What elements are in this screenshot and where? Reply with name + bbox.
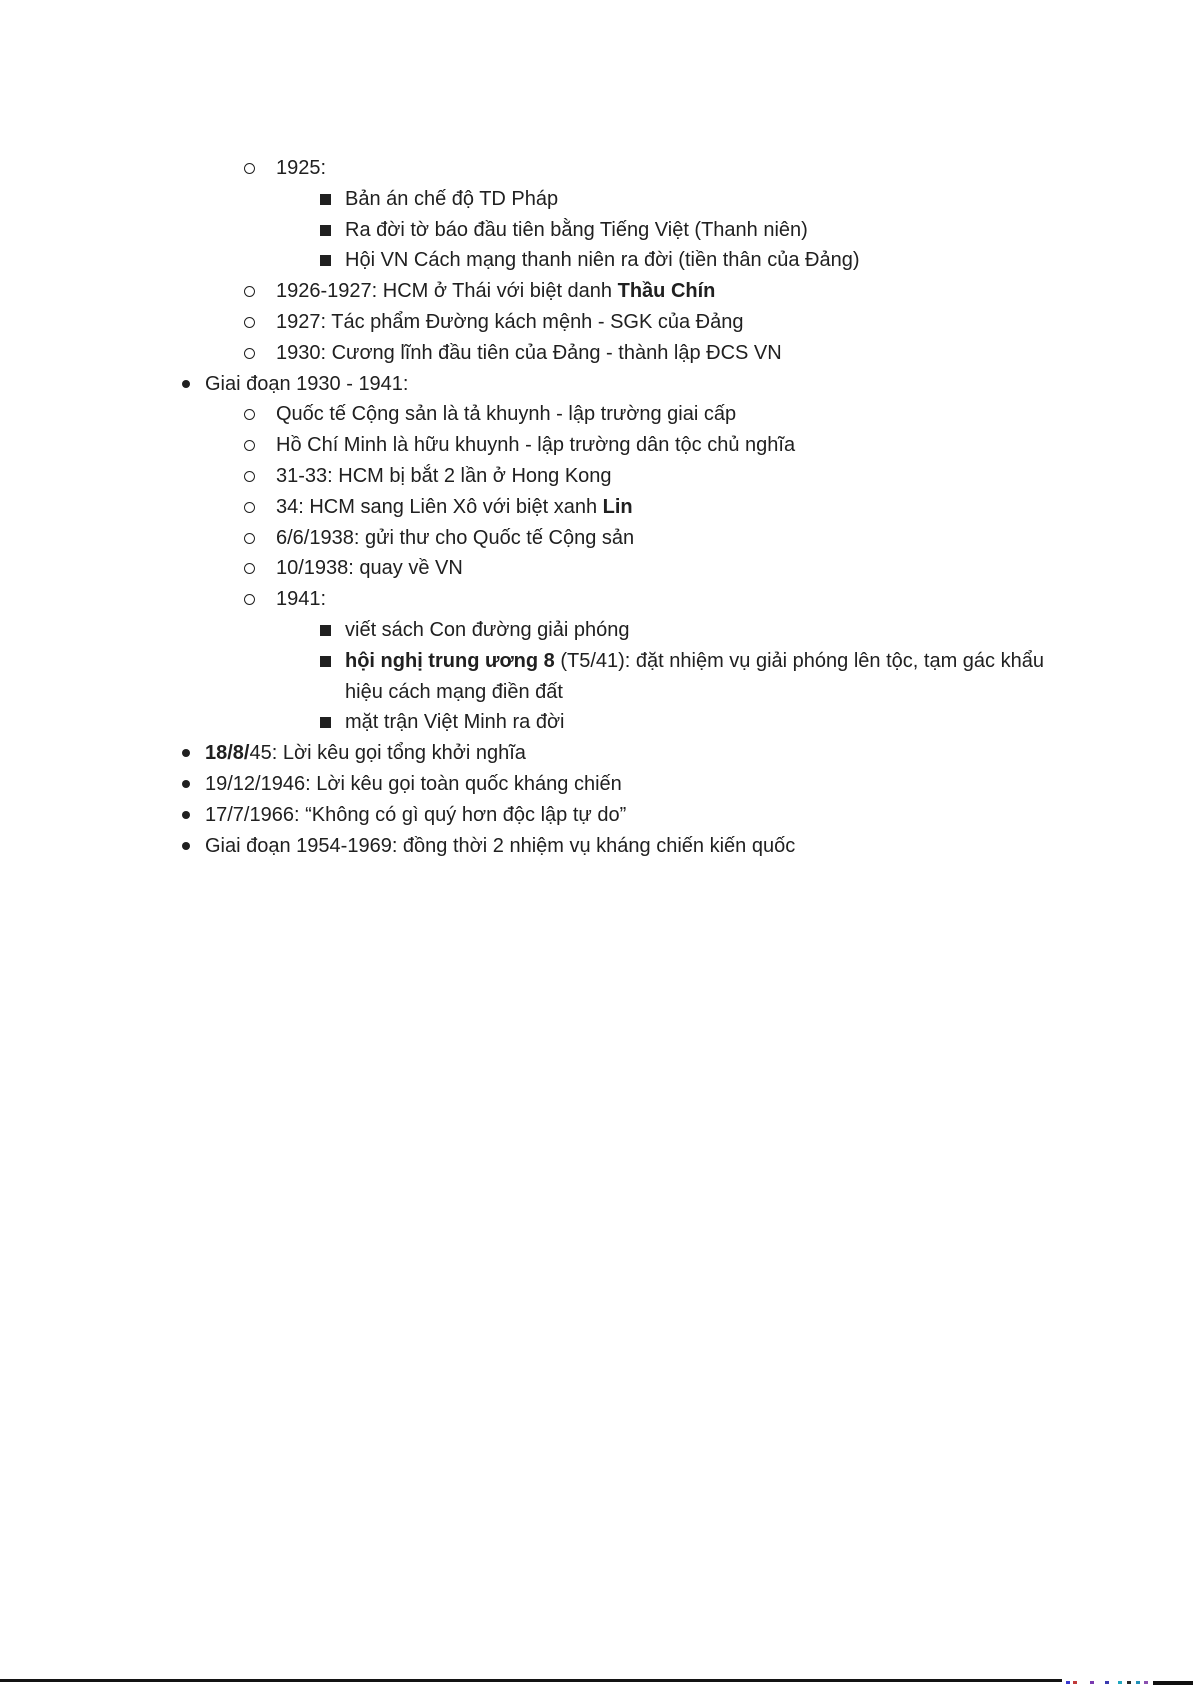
- list-item-text: [276, 307, 1045, 338]
- list-item: [0, 769, 1045, 800]
- list-item-text-segment: viết sách Con đường giải phóng: [345, 618, 630, 641]
- list-item: [0, 707, 1045, 738]
- list-item: [0, 800, 1045, 831]
- list-item-text-segment: 1941:: [276, 588, 327, 611]
- cutoff-text-artifact: [1144, 1681, 1148, 1684]
- list-item-text: [345, 215, 1045, 246]
- bullet-circle-icon: [244, 163, 255, 174]
- list-item-text-segment: Ra đời tờ báo đầu tiên bằng Tiếng Việt (Thanh niên): [345, 218, 808, 241]
- bullet-circle-icon: [244, 348, 255, 359]
- bullet-square-icon: [320, 194, 331, 205]
- list-item-text: [276, 153, 1045, 184]
- list-item: [0, 461, 1045, 492]
- list-item-text: [276, 430, 1045, 461]
- bullet-circle-icon: [244, 533, 255, 544]
- list-item-text-segment: 1926-1927: HCM ở Thái với biệt danh: [276, 280, 618, 303]
- list-item-text-segment: (T5/41): đặt nhiệm vụ giải phóng lên tộc, tạm gác khẩu hiệu cách mạng điền đất: [345, 649, 1044, 703]
- list-item-text-segment: Hội VN Cách mạng thanh niên ra đời (tiền thân của Đảng): [345, 249, 860, 272]
- list-item: [0, 184, 1045, 215]
- list-item: [0, 399, 1045, 430]
- list-item-text: [205, 769, 1045, 800]
- list-item-text: [276, 399, 1045, 430]
- list-item: [0, 245, 1045, 276]
- list-item-text-segment: 1927: Tác phẩm Đường kách mệnh - SGK của Đảng: [276, 310, 744, 333]
- list-item: [0, 215, 1045, 246]
- bullet-square-icon: [320, 656, 331, 667]
- cutoff-text-artifact: [1127, 1681, 1131, 1684]
- cutoff-text-artifact: [1136, 1681, 1140, 1684]
- bullet-disc-icon: [182, 842, 190, 850]
- list-item-text-segment: Giai đoạn 1930 - 1941:: [205, 372, 409, 395]
- list-item-text: [276, 276, 1045, 307]
- bullet-circle-icon: [244, 594, 255, 605]
- list-item-text: [345, 245, 1045, 276]
- list-item-text-segment: 1925:: [276, 157, 327, 179]
- list-item-text-segment: Bản án chế độ TD Pháp: [345, 187, 559, 210]
- list-item-text-segment: 10/1938: quay về VN: [276, 557, 463, 580]
- list-item: [0, 831, 1045, 862]
- cutoff-text-artifact: [1118, 1681, 1122, 1684]
- page-bottom-rule-right-segment: [1153, 1681, 1193, 1685]
- list-item-text: [205, 831, 1045, 862]
- list-item-text-segment: 1930: Cương lĩnh đầu tiên của Đảng - thành lập ĐCS VN: [276, 341, 782, 364]
- list-item-text: [345, 707, 1045, 738]
- cutoff-text-artifact: [1090, 1681, 1094, 1684]
- list-item: [0, 276, 1045, 307]
- list-item-text: [276, 584, 1045, 615]
- bullet-circle-icon: [244, 409, 255, 420]
- list-item-text-segment: Quốc tế Cộng sản là tả khuynh - lập trường giai cấp: [276, 403, 737, 426]
- list-item: [0, 615, 1045, 646]
- list-item-text-segment: Hồ Chí Minh là hữu khuynh - lập trường dân tộc chủ nghĩa: [276, 434, 796, 457]
- list-item: [0, 646, 1045, 708]
- list-item-text-bold-segment: Lin: [602, 495, 633, 518]
- bullet-circle-icon: [244, 502, 255, 513]
- bullet-disc-icon: [182, 749, 190, 757]
- bullet-circle-icon: [244, 471, 255, 482]
- list-item: [0, 492, 1045, 523]
- bullet-disc-icon: [182, 811, 190, 819]
- list-item: [0, 553, 1045, 584]
- list-item: [0, 523, 1045, 554]
- list-item-text: [345, 615, 1045, 646]
- bullet-square-icon: [320, 717, 331, 728]
- bullet-circle-icon: [244, 317, 255, 328]
- list-item-text: [276, 553, 1045, 584]
- list-item-text-segment: 19/12/1946: Lời kêu gọi toàn quốc kháng chiến: [205, 772, 622, 795]
- cutoff-text-artifact: [1066, 1681, 1070, 1684]
- notes-list: [0, 153, 1045, 861]
- list-item-text: [205, 738, 1045, 769]
- list-item-text-segment: 17/7/1966: “Không có gì quý hơn độc lập tự do”: [205, 803, 627, 826]
- list-item: [0, 153, 1045, 184]
- list-item-text-bold-segment: Thầu Chín: [617, 280, 716, 303]
- list-item-text: [205, 369, 1045, 400]
- list-item: [0, 738, 1045, 769]
- bullet-circle-icon: [244, 440, 255, 451]
- list-item: [0, 584, 1045, 615]
- bullet-disc-icon: [182, 380, 190, 388]
- list-item-text-bold-segment: hội nghị trung ương 8: [345, 649, 555, 672]
- list-item-text: [205, 800, 1045, 831]
- list-item: [0, 369, 1045, 400]
- bullet-disc-icon: [182, 780, 190, 788]
- list-item-text-bold-segment: 18/8/: [205, 742, 250, 765]
- list-item-text: [276, 492, 1045, 523]
- list-item-text-segment: 31-33: HCM bị bắt 2 lần ở Hong Kong: [276, 464, 612, 487]
- list-item-text-segment: mặt trận Việt Minh ra đời: [345, 711, 565, 734]
- page-bottom-rule: [0, 1679, 1062, 1682]
- list-item-text: [345, 646, 1045, 708]
- list-item: [0, 307, 1045, 338]
- list-item-text: [276, 338, 1045, 369]
- bullet-square-icon: [320, 255, 331, 266]
- list-item-text: [276, 523, 1045, 554]
- bullet-circle-icon: [244, 286, 255, 297]
- list-item-text-segment: 45: Lời kêu gọi tổng khởi nghĩa: [249, 742, 526, 765]
- list-item: [0, 430, 1045, 461]
- cutoff-text-artifact: [1105, 1681, 1109, 1684]
- cutoff-text-artifact: [1073, 1681, 1077, 1684]
- bullet-square-icon: [320, 625, 331, 636]
- list-item-text: [345, 184, 1045, 215]
- bullet-circle-icon: [244, 563, 255, 574]
- list-item-text-segment: 34: HCM sang Liên Xô với biệt xanh: [276, 495, 603, 518]
- list-item: [0, 338, 1045, 369]
- list-item-text-segment: 6/6/1938: gửi thư cho Quốc tế Cộng sản: [276, 526, 635, 549]
- list-item-text: [276, 461, 1045, 492]
- list-item-text-segment: Giai đoạn 1954-1969: đồng thời 2 nhiệm vụ kháng chiến kiến quốc: [205, 834, 796, 857]
- bullet-square-icon: [320, 225, 331, 236]
